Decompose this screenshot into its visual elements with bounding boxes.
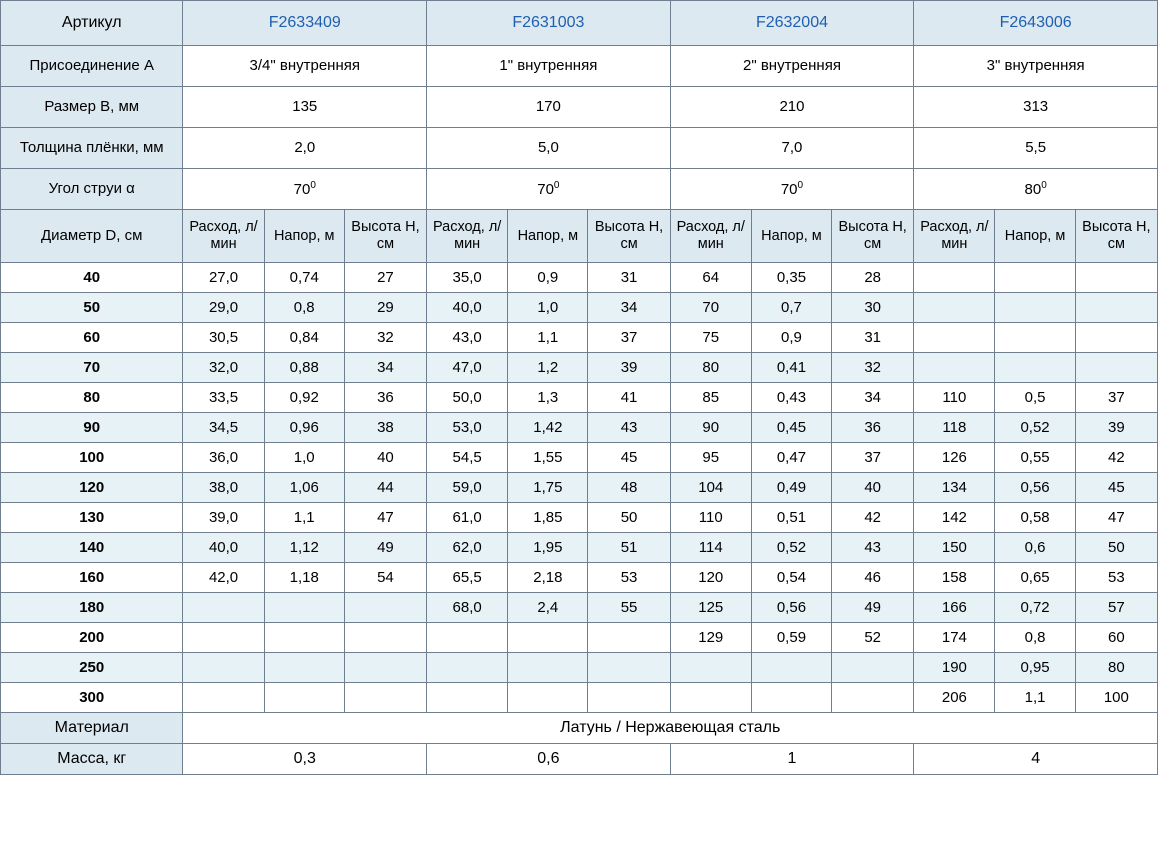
cell-r5-c1: 0,96 (264, 413, 344, 443)
jet-angle-number-1: 70 (293, 180, 311, 198)
cell-r5-c6: 90 (670, 413, 751, 443)
diameter-value: 140 (1, 533, 183, 563)
cell-r10-c5: 53 (588, 563, 670, 593)
cell-r14-c7 (751, 683, 831, 713)
cell-r5-c0: 34,5 (183, 413, 264, 443)
cell-r9-c6: 114 (670, 533, 751, 563)
connection-value-4: 3" внутренняя (914, 46, 1158, 87)
cell-r12-c2 (344, 623, 426, 653)
cell-r4-c2: 36 (344, 383, 426, 413)
film-thickness-value-2: 5,0 (427, 128, 671, 169)
cell-r7-c10: 0,56 (995, 473, 1075, 503)
cell-r4-c3: 50,0 (427, 383, 508, 413)
cell-r0-c1: 0,74 (264, 263, 344, 293)
subheader-head-4: Напор, м (995, 210, 1075, 263)
row-label-mass: Масса, кг (1, 744, 183, 775)
cell-r1-c10 (995, 293, 1075, 323)
cell-r14-c0 (183, 683, 264, 713)
jet-angle-unit-3: 0 (797, 179, 804, 191)
cell-r5-c11: 39 (1075, 413, 1157, 443)
cell-r7-c3: 59,0 (427, 473, 508, 503)
cell-r0-c3: 35,0 (427, 263, 508, 293)
cell-r5-c4: 1,42 (508, 413, 588, 443)
diameter-value: 200 (1, 623, 183, 653)
cell-r12-c0 (183, 623, 264, 653)
cell-r0-c5: 31 (588, 263, 670, 293)
subheader-height-1: Высота H, см (344, 210, 426, 263)
cell-r11-c1 (264, 593, 344, 623)
cell-r3-c5: 39 (588, 353, 670, 383)
cell-r5-c8: 36 (832, 413, 914, 443)
cell-r13-c11: 80 (1075, 653, 1157, 683)
cell-r12-c6: 129 (670, 623, 751, 653)
cell-r6-c6: 95 (670, 443, 751, 473)
cell-r11-c0 (183, 593, 264, 623)
cell-r3-c9 (914, 353, 995, 383)
cell-r13-c3 (427, 653, 508, 683)
cell-r4-c5: 41 (588, 383, 670, 413)
film-thickness-value-1: 2,0 (183, 128, 427, 169)
size-b-value-2: 170 (427, 87, 671, 128)
cell-r12-c4 (508, 623, 588, 653)
size-b-row (1, 87, 1158, 128)
cell-r13-c2 (344, 653, 426, 683)
cell-r13-c8 (832, 653, 914, 683)
cell-r1-c7: 0,7 (751, 293, 831, 323)
row-label-diameter: Диаметр D, см (1, 210, 183, 263)
cell-r8-c9: 142 (914, 503, 995, 533)
diameter-value: 50 (1, 293, 183, 323)
cell-r11-c10: 0,72 (995, 593, 1075, 623)
cell-r2-c4: 1,1 (508, 323, 588, 353)
diameter-value: 160 (1, 563, 183, 593)
cell-r8-c10: 0,58 (995, 503, 1075, 533)
cell-r6-c7: 0,47 (751, 443, 831, 473)
cell-r3-c1: 0,88 (264, 353, 344, 383)
subheader-flow-1: Расход, л/мин (183, 210, 264, 263)
subheader-flow-3: Расход, л/мин (670, 210, 751, 263)
cell-r13-c4 (508, 653, 588, 683)
cell-r14-c5 (588, 683, 670, 713)
cell-r9-c11: 50 (1075, 533, 1157, 563)
cell-r14-c6 (670, 683, 751, 713)
cell-r2-c0: 30,5 (183, 323, 264, 353)
table-row (1, 623, 1158, 653)
cell-r0-c9 (914, 263, 995, 293)
cell-r14-c1 (264, 683, 344, 713)
film-thickness-value-3: 7,0 (670, 128, 914, 169)
cell-r7-c11: 45 (1075, 473, 1157, 503)
cell-r12-c10: 0,8 (995, 623, 1075, 653)
cell-r12-c1 (264, 623, 344, 653)
jet-angle-number-2: 70 (537, 180, 554, 198)
cell-r8-c11: 47 (1075, 503, 1157, 533)
cell-r14-c8 (832, 683, 914, 713)
connection-value-2: 1" внутренняя (427, 46, 671, 87)
cell-r7-c6: 104 (670, 473, 751, 503)
cell-r2-c10 (995, 323, 1075, 353)
material-value: Латунь / Нержавеющая сталь (183, 713, 1158, 744)
cell-r3-c7: 0,41 (751, 353, 831, 383)
cell-r10-c7: 0,54 (751, 563, 831, 593)
subheader-height-2: Высота H, см (588, 210, 670, 263)
cell-r7-c0: 38,0 (183, 473, 264, 503)
sub-header-row (1, 210, 1158, 263)
cell-r4-c10: 0,5 (995, 383, 1075, 413)
cell-r6-c9: 126 (914, 443, 995, 473)
mass-value-3: 1 (670, 744, 914, 775)
cell-r1-c4: 1,0 (508, 293, 588, 323)
cell-r11-c9: 166 (914, 593, 995, 623)
cell-r2-c7: 0,9 (751, 323, 831, 353)
subheader-height-4: Высота H, см (1075, 210, 1157, 263)
table-row (1, 563, 1158, 593)
row-label-article: Артикул (1, 1, 183, 46)
cell-r7-c9: 134 (914, 473, 995, 503)
cell-r10-c2: 54 (344, 563, 426, 593)
cell-r13-c7 (751, 653, 831, 683)
cell-r2-c11 (1075, 323, 1157, 353)
diameter-value: 60 (1, 323, 183, 353)
diameter-value: 250 (1, 653, 183, 683)
cell-r7-c8: 40 (832, 473, 914, 503)
cell-r4-c6: 85 (670, 383, 751, 413)
film-thickness-value-4: 5,5 (914, 128, 1158, 169)
cell-r7-c2: 44 (344, 473, 426, 503)
jet-angle-number-4: 80 (1024, 180, 1042, 198)
cell-r14-c3 (427, 683, 508, 713)
table-row (1, 443, 1158, 473)
table-row (1, 353, 1158, 383)
cell-r2-c9 (914, 323, 995, 353)
cell-r2-c3: 43,0 (427, 323, 508, 353)
cell-r8-c1: 1,1 (264, 503, 344, 533)
size-b-value-1: 135 (183, 87, 427, 128)
cell-r11-c7: 0,56 (751, 593, 831, 623)
table-row (1, 383, 1158, 413)
cell-r9-c0: 40,0 (183, 533, 264, 563)
jet-angle-value-3 (670, 169, 914, 210)
cell-r0-c2: 27 (344, 263, 426, 293)
cell-r1-c0: 29,0 (183, 293, 264, 323)
film-thickness-row (1, 128, 1158, 169)
table-row (1, 533, 1158, 563)
cell-r5-c2: 38 (344, 413, 426, 443)
cell-r4-c8: 34 (832, 383, 914, 413)
cell-r9-c7: 0,52 (751, 533, 831, 563)
cell-r3-c2: 34 (344, 353, 426, 383)
cell-r11-c2 (344, 593, 426, 623)
subheader-height-3: Высота H, см (832, 210, 914, 263)
cell-r8-c3: 61,0 (427, 503, 508, 533)
cell-r5-c9: 118 (914, 413, 995, 443)
cell-r8-c0: 39,0 (183, 503, 264, 533)
cell-r14-c4 (508, 683, 588, 713)
cell-r12-c5 (588, 623, 670, 653)
cell-r14-c2 (344, 683, 426, 713)
size-b-value-3: 210 (670, 87, 914, 128)
diameter-value: 130 (1, 503, 183, 533)
cell-r9-c9: 150 (914, 533, 995, 563)
cell-r9-c8: 43 (832, 533, 914, 563)
cell-r14-c11: 100 (1075, 683, 1157, 713)
mass-value-2: 0,6 (427, 744, 671, 775)
table-row (1, 413, 1158, 443)
cell-r5-c3: 53,0 (427, 413, 508, 443)
subheader-flow-4: Расход, л/мин (914, 210, 995, 263)
cell-r3-c8: 32 (832, 353, 914, 383)
cell-r1-c3: 40,0 (427, 293, 508, 323)
cell-r9-c1: 1,12 (264, 533, 344, 563)
cell-r7-c7: 0,49 (751, 473, 831, 503)
cell-r0-c6: 64 (670, 263, 751, 293)
row-label-material: Материал (1, 713, 183, 744)
table-row (1, 293, 1158, 323)
cell-r13-c1 (264, 653, 344, 683)
jet-angle-number-3: 70 (780, 180, 798, 198)
cell-r6-c8: 37 (832, 443, 914, 473)
cell-r6-c3: 54,5 (427, 443, 508, 473)
cell-r13-c0 (183, 653, 264, 683)
cell-r10-c9: 158 (914, 563, 995, 593)
connection-row (1, 46, 1158, 87)
diameter-value: 120 (1, 473, 183, 503)
cell-r0-c11 (1075, 263, 1157, 293)
table-row (1, 683, 1158, 713)
cell-r11-c6: 125 (670, 593, 751, 623)
cell-r12-c8: 52 (832, 623, 914, 653)
table-row (1, 323, 1158, 353)
jet-angle-value-2 (427, 169, 671, 210)
row-label-size-b: Размер B, мм (1, 87, 183, 128)
table-row (1, 263, 1158, 293)
cell-r13-c9: 190 (914, 653, 995, 683)
cell-r10-c1: 1,18 (264, 563, 344, 593)
cell-r9-c5: 51 (588, 533, 670, 563)
cell-r2-c2: 32 (344, 323, 426, 353)
diameter-value: 100 (1, 443, 183, 473)
article-value-2: F2631003 (427, 1, 671, 46)
cell-r6-c0: 36,0 (183, 443, 264, 473)
cell-r7-c1: 1,06 (264, 473, 344, 503)
jet-angle-value-1 (183, 169, 427, 210)
subheader-head-2: Напор, м (508, 210, 588, 263)
table-row (1, 593, 1158, 623)
cell-r10-c11: 53 (1075, 563, 1157, 593)
cell-r5-c5: 43 (588, 413, 670, 443)
subheader-head-3: Напор, м (751, 210, 831, 263)
diameter-value: 90 (1, 413, 183, 443)
cell-r7-c4: 1,75 (508, 473, 588, 503)
cell-r8-c8: 42 (832, 503, 914, 533)
cell-r0-c7: 0,35 (751, 263, 831, 293)
size-b-value-4: 313 (914, 87, 1158, 128)
cell-r4-c9: 110 (914, 383, 995, 413)
cell-r13-c6 (670, 653, 751, 683)
cell-r11-c3: 68,0 (427, 593, 508, 623)
cell-r1-c11 (1075, 293, 1157, 323)
cell-r9-c4: 1,95 (508, 533, 588, 563)
cell-r6-c5: 45 (588, 443, 670, 473)
cell-r12-c11: 60 (1075, 623, 1157, 653)
cell-r14-c9: 206 (914, 683, 995, 713)
row-label-jet-angle: Угол струи α (1, 169, 183, 210)
material-row (1, 713, 1158, 744)
cell-r5-c7: 0,45 (751, 413, 831, 443)
cell-r9-c10: 0,6 (995, 533, 1075, 563)
article-row (1, 1, 1158, 46)
cell-r10-c3: 65,5 (427, 563, 508, 593)
cell-r3-c0: 32,0 (183, 353, 264, 383)
cell-r0-c10 (995, 263, 1075, 293)
cell-r0-c8: 28 (832, 263, 914, 293)
diameter-value: 180 (1, 593, 183, 623)
jet-angle-value-4 (914, 169, 1158, 210)
cell-r2-c8: 31 (832, 323, 914, 353)
connection-value-3: 2" внутренняя (670, 46, 914, 87)
cell-r10-c8: 46 (832, 563, 914, 593)
cell-r10-c0: 42,0 (183, 563, 264, 593)
cell-r11-c4: 2,4 (508, 593, 588, 623)
cell-r10-c10: 0,65 (995, 563, 1075, 593)
cell-r4-c1: 0,92 (264, 383, 344, 413)
jet-angle-row (1, 169, 1158, 210)
cell-r2-c1: 0,84 (264, 323, 344, 353)
cell-r5-c10: 0,52 (995, 413, 1075, 443)
cell-r4-c7: 0,43 (751, 383, 831, 413)
article-value-4: F2643006 (914, 1, 1158, 46)
cell-r1-c1: 0,8 (264, 293, 344, 323)
cell-r4-c4: 1,3 (508, 383, 588, 413)
diameter-value: 70 (1, 353, 183, 383)
cell-r9-c3: 62,0 (427, 533, 508, 563)
cell-r12-c3 (427, 623, 508, 653)
cell-r8-c4: 1,85 (508, 503, 588, 533)
cell-r13-c10: 0,95 (995, 653, 1075, 683)
diameter-value: 40 (1, 263, 183, 293)
cell-r8-c5: 50 (588, 503, 670, 533)
article-value-3: F2632004 (670, 1, 914, 46)
subheader-flow-2: Расход, л/мин (427, 210, 508, 263)
table-row (1, 473, 1158, 503)
cell-r6-c10: 0,55 (995, 443, 1075, 473)
cell-r13-c5 (588, 653, 670, 683)
connection-value-1: 3/4" внутренняя (183, 46, 427, 87)
cell-r8-c6: 110 (670, 503, 751, 533)
cell-r10-c6: 120 (670, 563, 751, 593)
cell-r4-c11: 37 (1075, 383, 1157, 413)
cell-r2-c6: 75 (670, 323, 751, 353)
cell-r3-c11 (1075, 353, 1157, 383)
cell-r11-c8: 49 (832, 593, 914, 623)
table-row (1, 653, 1158, 683)
row-label-connection: Присоединение А (1, 46, 183, 87)
row-label-film-thickness: Толщина плёнки, мм (1, 128, 183, 169)
article-value-1: F2633409 (183, 1, 427, 46)
diameter-value: 300 (1, 683, 183, 713)
cell-r3-c10 (995, 353, 1075, 383)
cell-r12-c7: 0,59 (751, 623, 831, 653)
cell-r14-c10: 1,1 (995, 683, 1075, 713)
cell-r10-c4: 2,18 (508, 563, 588, 593)
cell-r1-c5: 34 (588, 293, 670, 323)
cell-r3-c6: 80 (670, 353, 751, 383)
cell-r7-c5: 48 (588, 473, 670, 503)
cell-r8-c2: 47 (344, 503, 426, 533)
subheader-head-1: Напор, м (264, 210, 344, 263)
cell-r6-c1: 1,0 (264, 443, 344, 473)
cell-r8-c7: 0,51 (751, 503, 831, 533)
cell-r1-c9 (914, 293, 995, 323)
diameter-value: 80 (1, 383, 183, 413)
cell-r1-c6: 70 (670, 293, 751, 323)
cell-r1-c2: 29 (344, 293, 426, 323)
table-row (1, 503, 1158, 533)
cell-r11-c11: 57 (1075, 593, 1157, 623)
mass-value-4: 4 (914, 744, 1158, 775)
cell-r2-c5: 37 (588, 323, 670, 353)
cell-r9-c2: 49 (344, 533, 426, 563)
jet-angle-unit-4: 0 (1041, 179, 1047, 191)
cell-r3-c3: 47,0 (427, 353, 508, 383)
cell-r6-c2: 40 (344, 443, 426, 473)
cell-r12-c9: 174 (914, 623, 995, 653)
cell-r6-c4: 1,55 (508, 443, 588, 473)
mass-value-1: 0,3 (183, 744, 427, 775)
cell-r11-c5: 55 (588, 593, 670, 623)
jet-angle-unit-2: 0 (553, 179, 560, 191)
mass-row (1, 744, 1158, 775)
cell-r3-c4: 1,2 (508, 353, 588, 383)
cell-r0-c4: 0,9 (508, 263, 588, 293)
cell-r0-c0: 27,0 (183, 263, 264, 293)
cell-r1-c8: 30 (832, 293, 914, 323)
cell-r4-c0: 33,5 (183, 383, 264, 413)
cell-r6-c11: 42 (1075, 443, 1157, 473)
jet-angle-unit-1: 0 (310, 179, 316, 191)
